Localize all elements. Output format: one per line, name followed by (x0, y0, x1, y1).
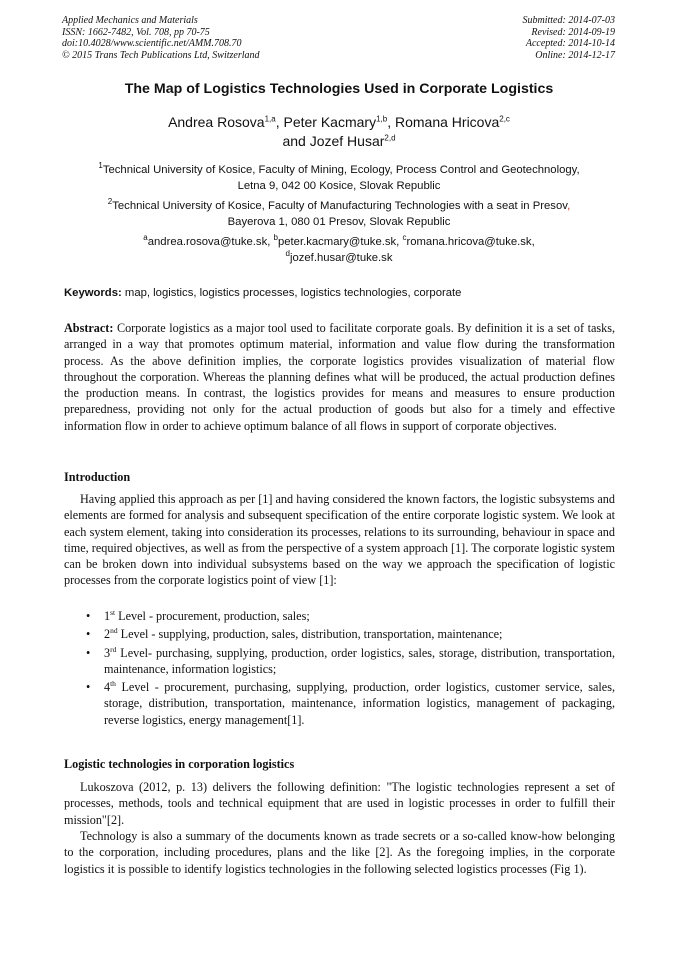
author-name: Jozef Husar (309, 133, 385, 149)
journal-info (62, 15, 260, 61)
email-line-2 (40, 248, 638, 267)
author-separator: , (275, 114, 284, 130)
author-name: Andrea Rosova (168, 114, 265, 130)
author-and: and (282, 133, 310, 149)
email-list (40, 235, 638, 266)
level-text: Level - supplying, production, sales, distribution, transportation, maintenance; (117, 627, 503, 642)
journal-name: Applied Mechanics and Materials (62, 15, 198, 26)
submitted-date: Submitted: 2014-07-03 (522, 15, 615, 26)
list-item (64, 626, 615, 642)
affiliation-line: Technical University of Kosice, Faculty of Manufacturing Technologies with a seat in Presov (112, 200, 568, 212)
bullet-icon: • (86, 680, 91, 695)
affiliation-address: Letna 9, 042 00 Kosice, Slovak Republic (237, 179, 441, 192)
author-separator: , (387, 114, 395, 130)
level-number: 3 (104, 645, 111, 660)
author-list (0, 113, 678, 151)
abstract-text: Corporate logistics as a major tool used to facilitate corporate goals. By definition it is a set of tasks, arranged in a way that promotes optimum material, information and value flow during the transformation process. As the above definition implies, the corporate logistics provides visualization of material flow throughout the corporation. Whereas the planning defines what will be produced, the actual production defines the production means. In contrast, the logistics provides for means and measures to ensure production preparedness, providing not only for the actual production of goods but also for a timely and effective information flow in order to achieve optimum balance of all flows in support of corporate objectives. (64, 321, 615, 433)
affiliation-comma: , (567, 200, 571, 212)
accepted-date: Accepted: 2014-10-14 (525, 38, 615, 49)
affiliation-1 (40, 163, 638, 194)
list-item (64, 679, 615, 728)
abstract-label: Abstract: (64, 321, 114, 335)
email-sup: b (273, 233, 278, 243)
affiliation-line: Technical University of Kosice, Faculty of Mining, Ecology, Process Control and Geotechnology, (102, 164, 580, 176)
introduction-paragraph: Having applied this approach as per [1] and having considered the known factors, the logistic subsystems and elements are formed for analysis and subsequent specification of the entire corporate logistic system. We look at each system element, taking into consideration its processes, relations to its surrounding, behaviour in space and time, required objectives, as well as from the perspective of a system approach [1]. The corporate logistic system can be broken down into individual subsystems based on the way we approach the specification of logistic processes from the corporate logistics point of view [1]: (64, 492, 615, 588)
author-sup: 1,a (264, 114, 276, 124)
revised-date: Revised: 2014-09-19 (531, 26, 615, 38)
affiliation-2 (40, 199, 638, 230)
level-text: Level- purchasing, supplying, production, order logistics, sales, storage, distribution, transportation, maintenance, information logistics; (104, 645, 615, 676)
email-link[interactable]: andrea.rosova@tuke.sk (147, 236, 268, 248)
email-link[interactable]: romana.hricova@tuke.sk (406, 236, 532, 248)
level-ordinal: nd (110, 626, 118, 636)
online-date: Online: 2014-12-17 (535, 49, 615, 61)
author-sup: 1,b (376, 114, 388, 124)
level-ordinal: th (110, 679, 116, 689)
submission-dates (523, 15, 616, 61)
keywords-text: map, logistics, logistics processes, logistics technologies, corporate (121, 287, 462, 299)
affiliation-sup: 1 (98, 161, 103, 171)
doi-line[interactable]: doi:10.4028/www.scientific.net/AMM.708.70 (62, 38, 242, 49)
keywords-label: Keywords: (64, 287, 122, 299)
email-sup: a (143, 233, 148, 243)
email-sup: d (285, 248, 290, 258)
list-item (64, 645, 615, 678)
author-line-1 (0, 113, 678, 132)
affiliation-sup: 2 (107, 197, 113, 207)
author-line-2 (0, 132, 678, 151)
level-ordinal: st (110, 607, 116, 617)
copyright-line: © 2015 Trans Tech Publications Ltd, Switzerland (62, 49, 260, 61)
email-link[interactable]: peter.kacmary@tuke.sk (277, 236, 397, 248)
issn-line: ISSN: 1662-7482, Vol. 708, pp 70-75 (62, 26, 210, 38)
logistic-technologies-paragraph-1: Lukoszova (2012, p. 13) delivers the following definition: "The logistic technologies represent a set of processes, methods, tools and technical equipment that are used in logistic processes in order to fulfill their mission"[2]. (64, 780, 615, 827)
level-text: Level - procurement, production, sales; (115, 609, 310, 623)
author-sup: 2,d (384, 133, 396, 143)
abstract (64, 320, 615, 434)
bullet-icon: • (86, 645, 91, 660)
affiliation-address: Bayerova 1, 080 01 Presov, Slovak Republic (227, 215, 451, 228)
level-number: 1 (104, 609, 111, 623)
email-line-1: $^a$andrea.rosova@tuke.sk, $^b$peter.kacmary@tuke.sk, $^c$romana.hricova@tuke.sk, (143, 233, 535, 248)
level-text: Level - procurement, purchasing, supplying, production, order logistics, customer service, sales, storage, distribution, transportation, maintenance, information logistics, management of packaging, reverse logistics, energy management[1]. (104, 680, 615, 727)
author-sup: 2,c (499, 114, 510, 124)
level-number: 2 (104, 627, 111, 642)
bullet-icon: • (86, 627, 91, 642)
author-name: Romana Hricova (394, 114, 500, 130)
logistics-levels-list (64, 608, 615, 730)
bullet-icon: • (86, 609, 91, 623)
email-sup: c (402, 233, 407, 243)
email-link[interactable]: jozef.husar@tuke.sk (289, 251, 393, 264)
author-name: Peter Kacmary (283, 114, 377, 130)
introduction-heading: Introduction (64, 470, 131, 484)
level-ordinal: rd (110, 644, 117, 654)
keywords (64, 287, 616, 299)
list-item (64, 608, 615, 624)
paper-title: The Map of Logistics Technologies Used in Corporate Logistics (124, 81, 554, 97)
level-number: 4 (104, 680, 111, 695)
logistic-technologies-paragraph-2: Technology is also a summary of the documents known as trade secrets or a so-called know-how belonging to the corporation, including procedures, plans and the like [2]. As the foregoing implies, in the corporate logistics it is possible to identify logistics technologies in the following selected logistics processes (Fig 1). (64, 829, 615, 876)
logistic-technologies-heading: Logistic technologies in corporation logistics (64, 757, 295, 771)
